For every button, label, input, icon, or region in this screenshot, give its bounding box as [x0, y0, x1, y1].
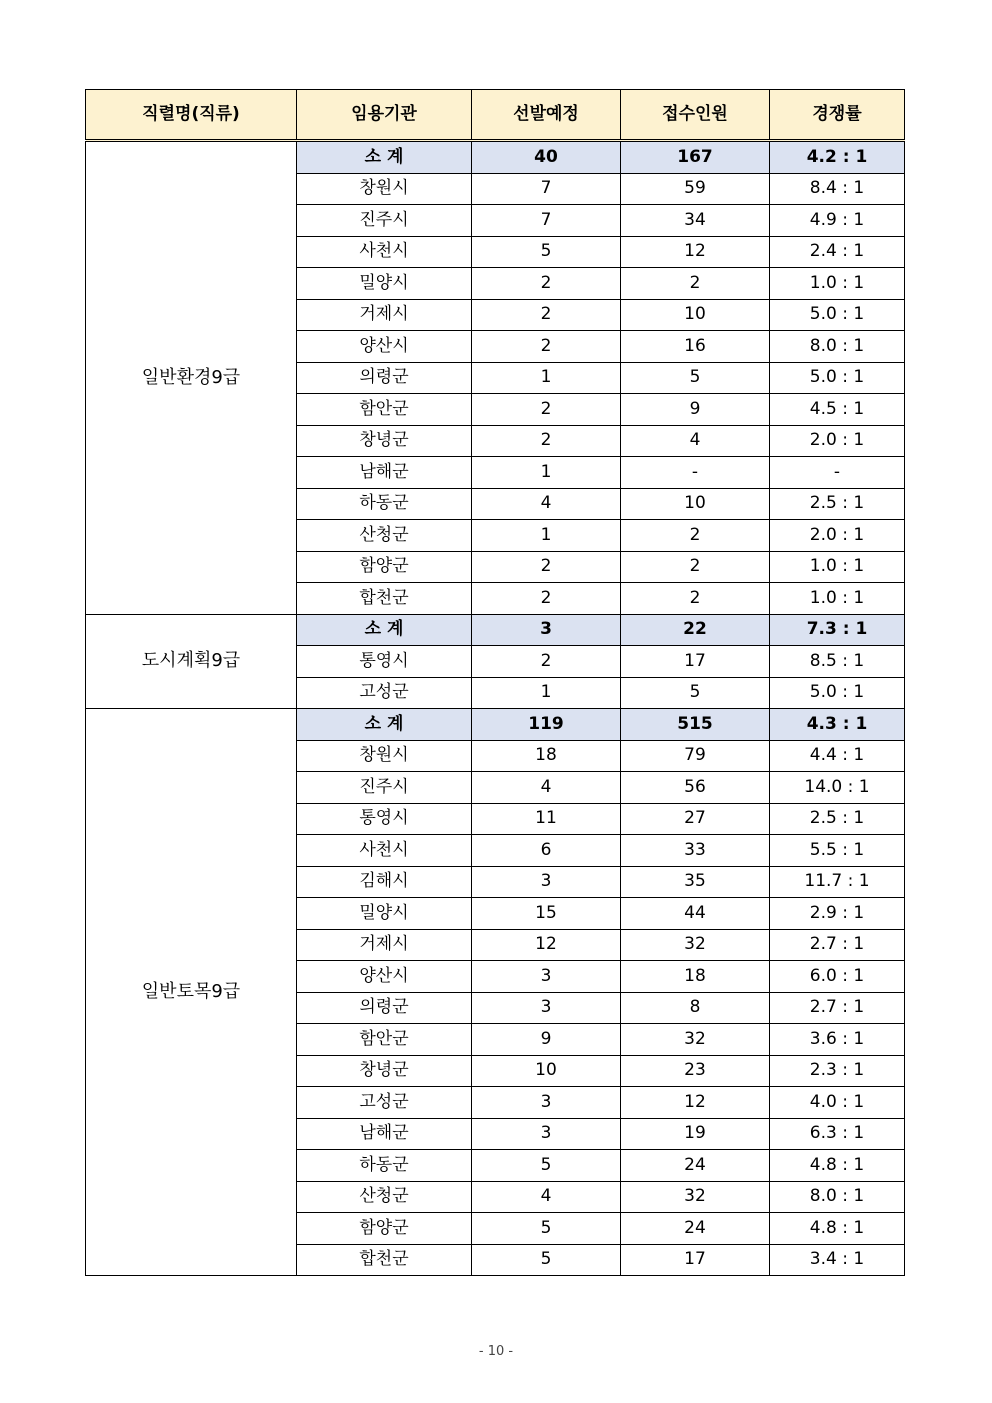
ratio-cell: 3.6 : 1 [770, 1024, 905, 1056]
ratio-cell: 4.5 : 1 [770, 394, 905, 426]
applied-cell: 17 [621, 1244, 770, 1276]
ratio-cell: 8.0 : 1 [770, 1181, 905, 1213]
agency-cell: 하동군 [297, 1150, 472, 1182]
agency-cell: 남해군 [297, 457, 472, 489]
agency-cell: 통영시 [297, 646, 472, 678]
subtotal-planned: 3 [472, 614, 621, 646]
agency-cell: 함안군 [297, 394, 472, 426]
agency-cell: 의령군 [297, 362, 472, 394]
planned-cell: 11 [472, 803, 621, 835]
planned-cell: 7 [472, 205, 621, 237]
subtotal-applied: 167 [621, 141, 770, 174]
agency-cell: 양산시 [297, 331, 472, 363]
subtotal-row [86, 141, 905, 174]
applied-cell: 12 [621, 1087, 770, 1119]
applied-cell: 2 [621, 520, 770, 552]
ratio-cell: 2.4 : 1 [770, 236, 905, 268]
ratio-cell: 4.0 : 1 [770, 1087, 905, 1119]
agency-cell: 창원시 [297, 740, 472, 772]
applied-cell: 12 [621, 236, 770, 268]
ratio-cell: 14.0 : 1 [770, 772, 905, 804]
agency-cell: 밀양시 [297, 898, 472, 930]
planned-cell: 5 [472, 236, 621, 268]
planned-cell: 2 [472, 551, 621, 583]
planned-cell: 3 [472, 992, 621, 1024]
agency-cell: 합천군 [297, 1244, 472, 1276]
agency-cell: 하동군 [297, 488, 472, 520]
planned-cell: 1 [472, 520, 621, 552]
subtotal-label: 소 계 [297, 141, 472, 174]
subtotal-ratio: 4.3 : 1 [770, 709, 905, 741]
subtotal-planned: 40 [472, 141, 621, 174]
table-body [86, 141, 905, 1276]
planned-cell: 15 [472, 898, 621, 930]
agency-cell: 고성군 [297, 1087, 472, 1119]
planned-cell: 2 [472, 331, 621, 363]
agency-cell: 함양군 [297, 1213, 472, 1245]
planned-cell: 4 [472, 488, 621, 520]
ratio-cell: 4.4 : 1 [770, 740, 905, 772]
applied-cell: 24 [621, 1150, 770, 1182]
agency-cell: 함안군 [297, 1024, 472, 1056]
ratio-cell: 2.9 : 1 [770, 898, 905, 930]
job-title-cell: 일반환경9급 [86, 141, 297, 615]
planned-cell: 4 [472, 1181, 621, 1213]
ratio-cell: 1.0 : 1 [770, 583, 905, 615]
subtotal-label: 소 계 [297, 709, 472, 741]
planned-cell: 5 [472, 1150, 621, 1182]
applied-cell: 27 [621, 803, 770, 835]
applied-cell: 34 [621, 205, 770, 237]
subtotal-row [86, 614, 905, 646]
header-applied: 접수인원 [621, 90, 770, 141]
applied-cell: 17 [621, 646, 770, 678]
subtotal-applied: 22 [621, 614, 770, 646]
applied-cell: 5 [621, 677, 770, 709]
ratio-cell: 6.3 : 1 [770, 1118, 905, 1150]
agency-cell: 창녕군 [297, 425, 472, 457]
applied-cell: 16 [621, 331, 770, 363]
agency-cell: 사천시 [297, 236, 472, 268]
applied-cell: 32 [621, 929, 770, 961]
applied-cell: 19 [621, 1118, 770, 1150]
ratio-cell: 4.9 : 1 [770, 205, 905, 237]
ratio-cell: 2.5 : 1 [770, 488, 905, 520]
applied-cell: 10 [621, 488, 770, 520]
applied-cell: 79 [621, 740, 770, 772]
job-title-cell: 도시계획9급 [86, 614, 297, 709]
subtotal-label: 소 계 [297, 614, 472, 646]
planned-cell: 3 [472, 866, 621, 898]
applied-cell: 24 [621, 1213, 770, 1245]
agency-cell: 창녕군 [297, 1055, 472, 1087]
ratio-cell: 2.7 : 1 [770, 992, 905, 1024]
applied-cell: 23 [621, 1055, 770, 1087]
agency-cell: 진주시 [297, 772, 472, 804]
planned-cell: 9 [472, 1024, 621, 1056]
ratio-cell: 2.0 : 1 [770, 425, 905, 457]
applied-cell: 18 [621, 961, 770, 993]
ratio-cell: 6.0 : 1 [770, 961, 905, 993]
agency-cell: 양산시 [297, 961, 472, 993]
ratio-cell: 1.0 : 1 [770, 551, 905, 583]
ratio-cell: 5.0 : 1 [770, 299, 905, 331]
planned-cell: 7 [472, 173, 621, 205]
applied-cell: 32 [621, 1024, 770, 1056]
ratio-cell: 3.4 : 1 [770, 1244, 905, 1276]
recruitment-table [85, 89, 905, 1276]
ratio-cell: 8.5 : 1 [770, 646, 905, 678]
planned-cell: 4 [472, 772, 621, 804]
planned-cell: 5 [472, 1244, 621, 1276]
agency-cell: 진주시 [297, 205, 472, 237]
applied-cell: 44 [621, 898, 770, 930]
header-planned: 선발예정 [472, 90, 621, 141]
applied-cell: 32 [621, 1181, 770, 1213]
planned-cell: 12 [472, 929, 621, 961]
header-row [86, 90, 905, 141]
applied-cell: - [621, 457, 770, 489]
ratio-cell: - [770, 457, 905, 489]
applied-cell: 2 [621, 268, 770, 300]
planned-cell: 2 [472, 299, 621, 331]
planned-cell: 2 [472, 425, 621, 457]
ratio-cell: 2.7 : 1 [770, 929, 905, 961]
subtotal-row [86, 709, 905, 741]
agency-cell: 창원시 [297, 173, 472, 205]
agency-cell: 거제시 [297, 299, 472, 331]
planned-cell: 5 [472, 1213, 621, 1245]
ratio-cell: 2.5 : 1 [770, 803, 905, 835]
agency-cell: 합천군 [297, 583, 472, 615]
applied-cell: 5 [621, 362, 770, 394]
planned-cell: 3 [472, 1087, 621, 1119]
applied-cell: 2 [621, 583, 770, 615]
ratio-cell: 5.5 : 1 [770, 835, 905, 867]
ratio-cell: 5.0 : 1 [770, 362, 905, 394]
planned-cell: 6 [472, 835, 621, 867]
planned-cell: 2 [472, 583, 621, 615]
planned-cell: 1 [472, 362, 621, 394]
job-title-cell: 일반토목9급 [86, 709, 297, 1276]
applied-cell: 4 [621, 425, 770, 457]
page-number: - 10 - [478, 1344, 514, 1359]
agency-cell: 밀양시 [297, 268, 472, 300]
ratio-cell: 11.7 : 1 [770, 866, 905, 898]
agency-cell: 함양군 [297, 551, 472, 583]
planned-cell: 1 [472, 457, 621, 489]
ratio-cell: 5.0 : 1 [770, 677, 905, 709]
header-ratio: 경쟁률 [770, 90, 905, 141]
ratio-cell: 2.0 : 1 [770, 520, 905, 552]
planned-cell: 10 [472, 1055, 621, 1087]
agency-cell: 고성군 [297, 677, 472, 709]
ratio-cell: 2.3 : 1 [770, 1055, 905, 1087]
planned-cell: 2 [472, 394, 621, 426]
applied-cell: 56 [621, 772, 770, 804]
subtotal-planned: 119 [472, 709, 621, 741]
planned-cell: 1 [472, 677, 621, 709]
ratio-cell: 4.8 : 1 [770, 1150, 905, 1182]
agency-cell: 통영시 [297, 803, 472, 835]
subtotal-applied: 515 [621, 709, 770, 741]
agency-cell: 김해시 [297, 866, 472, 898]
agency-cell: 산청군 [297, 520, 472, 552]
header-agency: 임용기관 [297, 90, 472, 141]
header-job-title: 직렬명(직류) [86, 90, 297, 141]
applied-cell: 2 [621, 551, 770, 583]
applied-cell: 59 [621, 173, 770, 205]
agency-cell: 의령군 [297, 992, 472, 1024]
applied-cell: 8 [621, 992, 770, 1024]
applied-cell: 9 [621, 394, 770, 426]
planned-cell: 2 [472, 646, 621, 678]
subtotal-ratio: 7.3 : 1 [770, 614, 905, 646]
ratio-cell: 8.4 : 1 [770, 173, 905, 205]
applied-cell: 10 [621, 299, 770, 331]
planned-cell: 3 [472, 1118, 621, 1150]
agency-cell: 남해군 [297, 1118, 472, 1150]
agency-cell: 거제시 [297, 929, 472, 961]
planned-cell: 18 [472, 740, 621, 772]
ratio-cell: 4.8 : 1 [770, 1213, 905, 1245]
ratio-cell: 1.0 : 1 [770, 268, 905, 300]
applied-cell: 33 [621, 835, 770, 867]
planned-cell: 2 [472, 268, 621, 300]
applied-cell: 35 [621, 866, 770, 898]
subtotal-ratio: 4.2 : 1 [770, 141, 905, 174]
agency-cell: 산청군 [297, 1181, 472, 1213]
agency-cell: 사천시 [297, 835, 472, 867]
planned-cell: 3 [472, 961, 621, 993]
ratio-cell: 8.0 : 1 [770, 331, 905, 363]
